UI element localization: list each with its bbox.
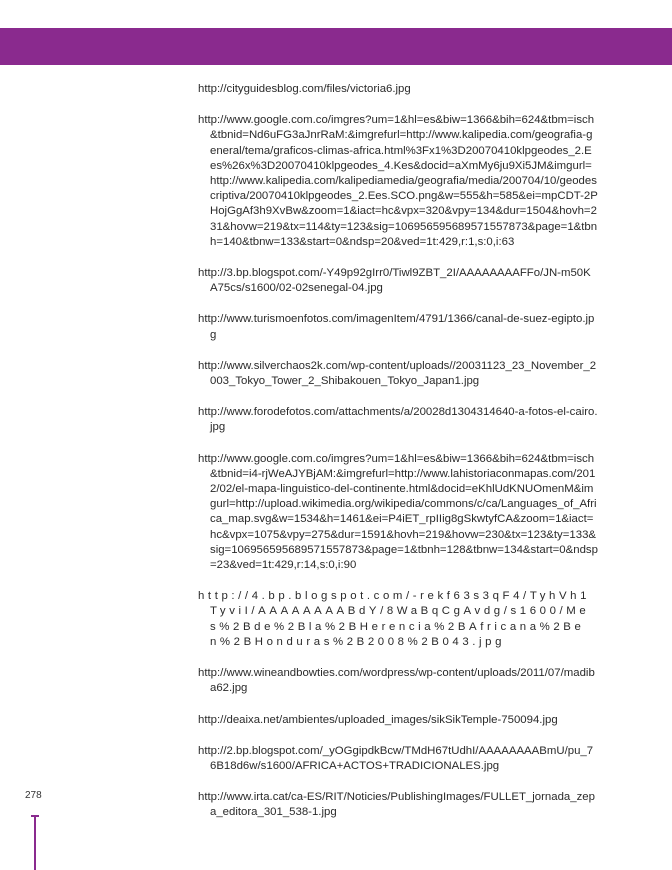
reference-item[interactable]: http://www.forodefotos.com/attachments/a/20028d1304314640-a-fotos-el-cairo.jpg (198, 406, 598, 434)
reference-item[interactable]: http://3.bp.blogspot.com/-Y49p92gIrr0/Tiwl9ZBT_2I/AAAAAAAAFFo/JN-m50KA75cs/s1600/02-02senegal-04.jpg (198, 267, 591, 295)
reference-item[interactable]: http://4.bp.blogspot.com/-rekf63s3qF4/TyhVh1TyviI/AAAAAAAABdY/8WaBqCgAvdg/s1600/Mes%2Bde%2Bla%2BHerencia%2BAfricana%2Ben%2BHonduras%2B2008%2B043.jpg (198, 590, 591, 648)
reference-item[interactable]: http://www.silverchaos2k.com/wp-content/uploads//20031123_23_November_2003_Tokyo_Tower_2_Shibakouen_Tokyo_Japan1.jpg (198, 359, 597, 388)
reference-item[interactable]: http://2.bp.blogspot.com/_yOGgipdkBcw/TMdH67tUdhI/AAAAAAAABmU/pu_76B18d6w/s1600/AFRICA+ACTOS+TRADICIONALES.jpg (198, 744, 594, 772)
reference-item[interactable]: http://www.irta.cat/ca-ES/RIT/Noticies/PublishingImages/FULLET_jornada_zepa_editora_301_538-1.jpg (198, 791, 595, 819)
reference-item[interactable]: http://www.wineandbowties.com/wordpress/wp-content/uploads/2011/07/madiba62.jpg (198, 667, 595, 695)
reference-item[interactable]: http://www.google.com.co/imgres?um=1&hl=es&biw=1366&bih=624&tbm=isch&tbnid=i4-rjWeAJYBjAM:&imgrefurl=http://www.lahistoriaconmapas.com/2012/02/el-mapa-linguistico-del-continente.html&docid=eKhlUdKNUOmenM&imgurl=http://upload.wikimedia.org/wikipedia/commons/c/ca/Languages_of_Africa_map.svg&w=1534&h=1461&ei=P4iET_rpIIig8gSkwtyfCA&zoom=1&iact=hc&vpx=1075&vpy=275&dur=1591&hovh=219&hovw=230&tx=123&ty=133&sig=106956595689571557873&page=1&tbnh=128&tbnw=134&start=0&ndsp=23&ved=1t:429,r:14,s:0,i:90 (198, 452, 598, 572)
reference-item[interactable]: http://deaixa.net/ambientes/uploaded_images/sikSikTemple-750094.jpg (198, 713, 558, 726)
reference-item[interactable]: http://www.google.com.co/imgres?um=1&hl=es&biw=1366&bih=624&tbm=isch&tbnid=Nd6uFG3aJnrRaM:&imgrefurl=http://www.kalipedia.com/geografia-general/tema/graficos-climas-africa.html%3Fx1%3D20070410klpgeodes_2.Ees%26x%3D20070410klpgeodes_4.Kes&docid=aXmMy6ju9Xi5JM&imgurl=http://www.kalipedia.com/kalipediamedia/geografia/media/200704/10/geodescriptiva/20070410klpgeodes_2.Ees.SCO.png&w=555&h=585&ei=mpCDT-2PHojGgAf3h9XvBw&zoom=1&iact=hc&vpx=320&vpy=134&dur=1504&hovh=231&hovw=219&tx=114&ty=123&sig=106956595689571557873&page=1&tbnh=140&tbnw=133&start=0&ndsp=20&ved=1t:429,r:1,s:0,i:63 (198, 114, 598, 248)
reference-item[interactable]: http://cityguidesblog.com/files/victoria6.jpg (198, 83, 411, 95)
reference-item[interactable]: http://www.turismoenfotos.com/imagenItem/4791/1366/canal-de-suez-egipto.jpg (198, 313, 595, 341)
margin-rule (34, 815, 36, 870)
header-band (0, 28, 672, 65)
page-number: 278 (25, 790, 42, 801)
reference-list (198, 82, 598, 821)
